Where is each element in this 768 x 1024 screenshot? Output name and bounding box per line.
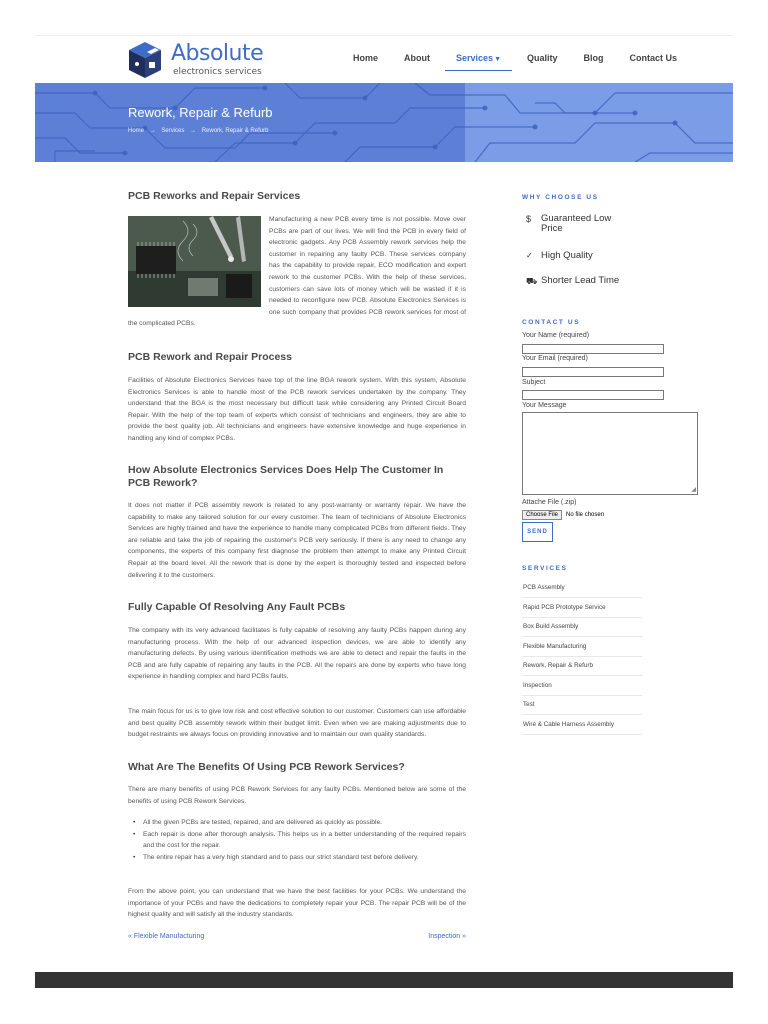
service-link[interactable]: Test [522, 695, 642, 715]
breadcrumb-separator: → [149, 128, 156, 134]
dollar-icon: $ [526, 214, 532, 224]
nav-home[interactable]: Home [353, 53, 379, 63]
service-link[interactable]: Wire & Cable Harness Assembly [522, 715, 642, 735]
file-status: No file chosen [566, 512, 605, 518]
service-link[interactable]: Flexible Manufacturing [522, 637, 642, 657]
name-label: Your Name (required) [522, 332, 590, 339]
nav-services-label: Services [456, 53, 494, 63]
how-section [128, 464, 466, 490]
nav-quality[interactable]: Quality [527, 53, 558, 63]
intro-section [128, 190, 466, 330]
benefits-list [128, 817, 466, 863]
name-input[interactable] [522, 344, 664, 354]
why-choose-heading: WHY CHOOSE US [522, 194, 599, 201]
list-item: • The entire repair has a very high standard and to pass our strict standard test before delivery. [128, 852, 466, 864]
breadcrumb-services[interactable]: Services [161, 128, 185, 134]
heading-capable: Fully Capable Of Resolving Any Fault PCBs [128, 601, 346, 613]
nav-services[interactable] [443, 36, 514, 83]
file-upload [522, 510, 604, 520]
page-title: Rework, Repair & Refurb [128, 105, 273, 120]
post-navigation [128, 933, 466, 940]
next-post-link[interactable]: Inspection » [428, 933, 466, 940]
capable-section [128, 601, 466, 614]
pcb-soldering-image [128, 216, 261, 307]
intro-paragraph: Manufacturing a new PCB every time is not possible. Move over PCBs are part of our lives. We will find the PCB in every field of electronic gadgets. Any PCB Assembly rework services help the customer in repairing any faulty PCB. These services company has the capability to provide repair, ECO modification and expert rework to the customer PCBs. With the help of these services, customers can save lots of money which will be wasted if it is needed to reconfigure new PCB. Absolute Electronics Services is one such company that provides PCB rework services for most of the complicated PCBs. [128, 216, 466, 328]
cube-logo-icon [125, 38, 169, 82]
capable-paragraph-1: The company with its very advanced facilitates is fully capable of resolving any faulty PCBs happen during any manufacturing process. With the help of our advanced inspection devices, we are able to identify any manufacturing defects. By using various identification methods we are able to detect and repair the faults in the PCB and are fully capable of repairing any faults in the PCB. All the repairs are done by experts who have long experience in handling complex and hard PCBs faults. [128, 627, 466, 681]
pcb-image-illustration [128, 216, 261, 307]
heading-benefits: What Are The Benefits Of Using PCB Rework Services? [128, 761, 405, 773]
breadcrumb-separator: → [190, 128, 197, 134]
feature-label: High Quality [541, 250, 593, 261]
feature-lead-time [526, 276, 631, 286]
services-heading: SERVICES [522, 565, 568, 572]
subject-label: Subject [522, 379, 546, 386]
site-logo[interactable] [125, 38, 275, 82]
page-banner [35, 83, 733, 162]
service-link[interactable]: Box Build Assembly [522, 617, 642, 637]
message-label: Your Message [522, 402, 567, 409]
nav-about[interactable]: About [404, 53, 431, 63]
circuit-pattern-background [35, 83, 733, 162]
service-link[interactable]: Inspection [522, 676, 642, 696]
list-item: • Each repair is done after thorough analysis. This helps us in a better understanding of the required repairs and the cost for the repair. [128, 829, 466, 852]
feature-low-price [526, 214, 631, 234]
feature-label: Guaranteed Low Price [541, 213, 612, 234]
email-label: Your Email (required) [522, 355, 588, 362]
dropdown-caret-icon: ▼ [494, 56, 501, 63]
message-textarea[interactable] [522, 412, 698, 495]
file-label: Attache File (.zip) [522, 499, 577, 506]
breadcrumb [128, 128, 272, 134]
truck-icon: ⛟ [526, 276, 538, 286]
benefits-paragraph: There are many benefits of using PCB Rework Services for any faulty PCBs. Mentioned below are some of the benefits of using PCB Rework Services. [128, 786, 466, 805]
nav-blog[interactable]: Blog [583, 53, 604, 63]
heading-how: How Absolute Electronics Services Does Help The Customer In PCB Rework? [128, 464, 444, 489]
send-button[interactable]: SEND [522, 522, 553, 542]
prev-post-link[interactable]: « Flexible Manufacturing [128, 933, 205, 940]
contact-heading: CONTACT US [522, 319, 581, 326]
capable-paragraph-2: The main focus for us is to give low risk and cost effective solution to our customer. Customers can use affordable and best quality PCB assembly rework within their budget limit. Even when we are making adjustments due to budget restraints we always focus on providing innovative and to maintain our own quality standards. [128, 708, 466, 739]
subject-input[interactable] [522, 390, 664, 400]
resize-handle-icon[interactable]: ◢ [691, 487, 696, 493]
email-input[interactable] [522, 367, 664, 377]
nav-contact[interactable]: Contact Us [629, 53, 678, 63]
feature-high-quality [526, 251, 631, 261]
main-nav [340, 36, 690, 83]
logo-tagline: electronics services [173, 67, 262, 77]
breadcrumb-current: Rework, Repair & Refurb [201, 128, 269, 134]
process-paragraph: Facilities of Absolute Electronics Services have top of the line BGA rework system. With this system, Absolute Electronics Services is able to handle most of the PCB rework services undertaken by the company. They understand that the BGA is the most necessary but difficult task while considering any Printed Circuit Board Repair. With the help of the top team of experts which consist of technicians and engineers, they are able to provide the best quality job. All technicians and engineers have extensive knowledge and huge experience in handling any kind of complex PCBs. [128, 377, 466, 442]
service-link[interactable]: Rework, Repair & Refurb [522, 656, 642, 676]
how-paragraph: It does not matter if PCB assembly rework is related to any post-warranty or warranty repair. We have the capability to make any tailored solution for our every customer. The team of technicians of Absolute Electronics Services are highly trained and have the experience to handle many complicated PCBs from different fields. They are reliable and take the job of repairing the customer's PCB very seriously. If there is any need to change any components, the experts of this company first diagnose the problem then attempt to make any Printed Circuit Repair at the board level. All the rework that is done by the expert is thoroughly tested and inspected before delivering it to the customers. [128, 502, 466, 579]
breadcrumb-home[interactable]: Home [128, 128, 145, 134]
heading-intro: PCB Reworks and Repair Services [128, 190, 301, 202]
closing-paragraph: From the above point, you can understand that we have the best facilities for your PCBs. We understand the importance of your PCBs and have the dedications to completely repair your PCB. The repair PCB will be of the highest quality and will satisfy all the industry standards. [128, 888, 466, 919]
footer-bar [35, 972, 733, 988]
process-section [128, 351, 466, 364]
list-item: • All the given PCBs are tested, repaired, and are delivered as quickly as possible. [128, 817, 466, 829]
benefits-section [128, 761, 466, 774]
intro-body [128, 214, 466, 330]
logo-name: Absolute [171, 41, 264, 66]
check-circle-icon: ✓ [526, 251, 533, 260]
heading-process: PCB Rework and Repair Process [128, 351, 292, 363]
choose-file-button[interactable]: Choose File [522, 510, 562, 520]
site-header [35, 36, 733, 83]
service-link[interactable]: Rapid PCB Prototype Service [522, 598, 642, 618]
service-link[interactable]: PCB Assembly [522, 578, 642, 598]
feature-label: Shorter Lead Time [541, 275, 620, 286]
